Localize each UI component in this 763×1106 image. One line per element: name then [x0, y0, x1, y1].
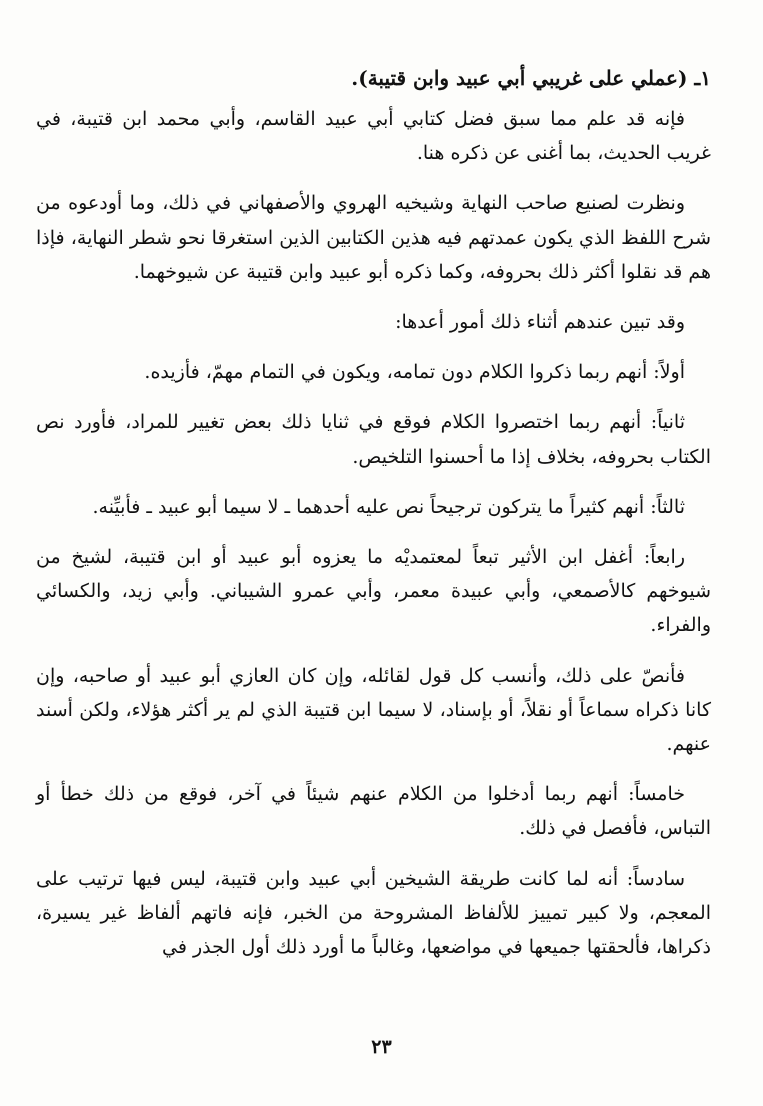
section-heading: ١ـ (عملي على غريبي أبي عبيد وابن قتيبة).: [351, 66, 711, 90]
paragraph-6: ثالثاً: أنهم كثيراً ما يتركون ترجيحاً نص عليه أحدهما ـ لا سيما أبو عبيد ـ فأبيِّنه.: [92, 495, 685, 518]
paragraph-4: أولاً: أنهم ربما ذكروا الكلام دون تمامه، ويكون في التمام مهمّ، فأزيده.: [144, 361, 685, 384]
paragraph-5: ثانياً: أنهم ربما اختصروا الكلام فوقع في ثنايا ذلك بعض تغيير للمراد، فأورد نص الكتاب بحروفه، بخلاف إذا ما أحسنوا التلخيص.: [36, 411, 711, 468]
paragraph-7: رابعاً: أغفل ابن الأثير تبعاً لمعتمديْه ما يعزوه أبو عبيد أو ابن قتيبة، لشيخ من شيوخهم كالأصمعي، وأبي عبيدة معمر، وأبي عمرو الشيباني. وأبي زيد، والكسائي والفراء.: [36, 546, 711, 637]
paragraph-1: فإنه قد علم مما سبق فضل كتابي أبي عبيد القاسم، وأبي محمد ابن قتيبة، في غريب الحديث، بما أغنى عن ذكره هنا.: [36, 108, 711, 165]
paragraph-10: سادساً: أنه لما كانت طريقة الشيخين أبي عبيد وابن قتيبة، ليس فيها ترتيب على المعجم، ولا كبير تمييز للألفاظ المشروحة من الخبر، فإنه فاتهم ألفاظ غير يسيرة، ذكراها، فألحقتها جميعها في مواضعها، وغالباً ما أورد ذلك أول الجذر في: [36, 867, 711, 959]
paragraph-8: فأنصّ على ذلك، وأنسب كل قول لقائله، وإن كان العازي أبو عبيد أو صاحبه، وإن كانا ذكراه سماعاً أو نقلاً، أو بإسناد، لا سيما ابن قتيبة الذي لم ير أكثر هؤلاء، ولكن أسند عنهم.: [36, 664, 711, 756]
paragraph-3: وقد تبين عندهم أثناء ذلك أمور أعدها:: [395, 311, 685, 334]
paragraph-2: ونظرت لصنيع صاحب النهاية وشيخيه الهروي والأصفهاني في ذلك، وما أودعوه من شرح اللفظ الذي يكون عمدتهم فيه هذين الكتابين الذين استغرقا نحو شطر النهاية، فإذا هم قد نقلوا أكثر ذلك بحروفه، وكما ذكره أبو عبيد وابن قتيبة عن شيوخهما.: [36, 192, 711, 283]
paragraph-9: خامساً: أنهم ربما أدخلوا من الكلام عنهم شيئاً في آخر، فوقع من ذلك خطأ أو التباس، فأفصل في ذلك.: [36, 783, 711, 840]
page-number: ٢٣: [371, 1036, 392, 1058]
page-body: [36, 60, 711, 980]
